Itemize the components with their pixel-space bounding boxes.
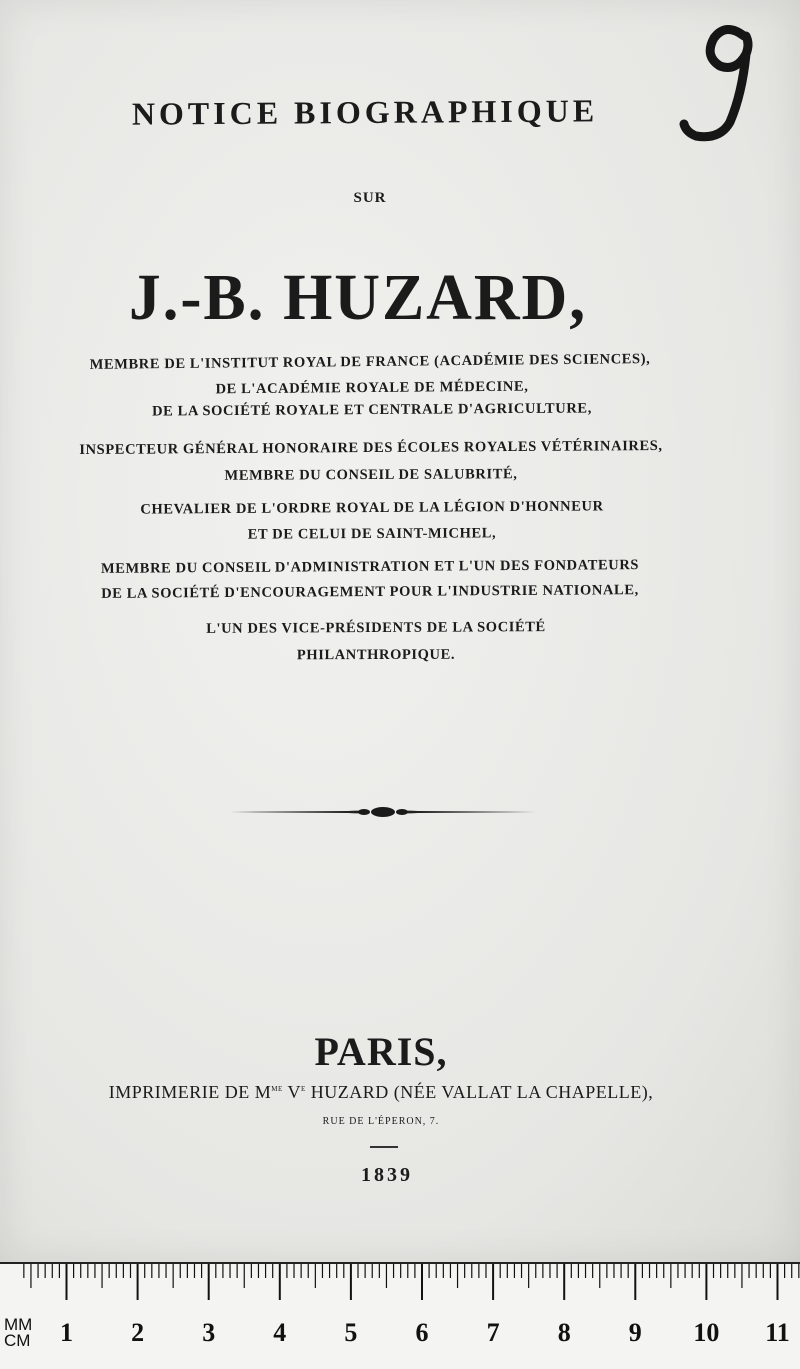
- ruler-ticks: [0, 1264, 800, 1324]
- ruler-number: 5: [344, 1318, 358, 1347]
- handwritten-shelfmark: [676, 14, 776, 154]
- ruler-number: 6: [415, 1318, 429, 1347]
- printer-superscript: me: [271, 1083, 283, 1094]
- publication-city: PARIS,: [314, 1029, 448, 1074]
- printer-text: IMPRIMERIE DE M: [108, 1082, 272, 1102]
- qualification-line: MEMBRE DU CONSEIL DE SALUBRITÉ,: [224, 466, 518, 484]
- printer-superscript: e: [300, 1083, 306, 1094]
- printer-address: RUE DE L'ÉPERON, 7.: [322, 1116, 440, 1127]
- ruler-number: 10: [693, 1318, 720, 1347]
- qualification-line: MEMBRE DU CONSEIL D'ADMINISTRATION ET L'UN DES FONDATEURS: [100, 557, 640, 577]
- qualification-line: ET DE CELUI DE SAINT-MICHEL,: [247, 525, 497, 543]
- qualification-line: DE LA SOCIÉTÉ ROYALE ET CENTRALE D'AGRICULTURE,: [152, 400, 592, 420]
- qualification-line: MEMBRE DE L'INSTITUT ROYAL DE FRANCE (ACADÉMIE DES SCIENCES),: [89, 351, 651, 373]
- document-title: NOTICE BIOGRAPHIQUE: [131, 92, 599, 132]
- qualification-line: L'UN DES VICE-PRÉSIDENTS DE LA SOCIÉTÉ: [206, 619, 546, 637]
- ruler-number: 8: [557, 1318, 571, 1347]
- ruler-number: 2: [131, 1318, 145, 1347]
- qualification-line: PHILANTHROPIQUE.: [296, 646, 456, 664]
- ruler-number: 3: [202, 1318, 216, 1347]
- publication-year: 1839: [361, 1164, 413, 1186]
- ruler-number: 9: [628, 1318, 642, 1347]
- printer-text: V: [282, 1082, 301, 1102]
- measurement-ruler: [0, 1262, 800, 1369]
- ornamental-rule: [228, 800, 538, 824]
- ruler-number: 1: [60, 1318, 73, 1347]
- ruler-unit-cm: CM: [4, 1331, 31, 1350]
- printer-text: HUZARD (NÉE VALLAT LA CHAPELLE),: [305, 1082, 654, 1102]
- qualification-line: CHEVALIER DE L'ORDRE ROYAL DE LA LÉGION D'HONNEUR: [140, 498, 604, 518]
- qualification-line: DE LA SOCIÉTÉ D'ENCOURAGEMENT POUR L'INDUSTRIE NATIONALE,: [101, 582, 639, 602]
- ruler-unit-mm: MM: [4, 1315, 33, 1334]
- subject-name: J.-B. HUZARD,: [129, 261, 587, 334]
- printer-line: [0, 1082, 781, 1103]
- divider: [370, 1146, 398, 1148]
- qualification-line: DE L'ACADÉMIE ROYALE DE MÉDECINE,: [215, 378, 529, 398]
- ruler-number: 7: [486, 1318, 500, 1347]
- ruler-number: 4: [273, 1318, 287, 1347]
- document-preposition: SUR: [353, 190, 387, 206]
- qualification-line: INSPECTEUR GÉNÉRAL HONORAIRE DES ÉCOLES ROYALES VÉTÉRINAIRES,: [79, 437, 663, 459]
- ruler-number: 11: [765, 1318, 790, 1347]
